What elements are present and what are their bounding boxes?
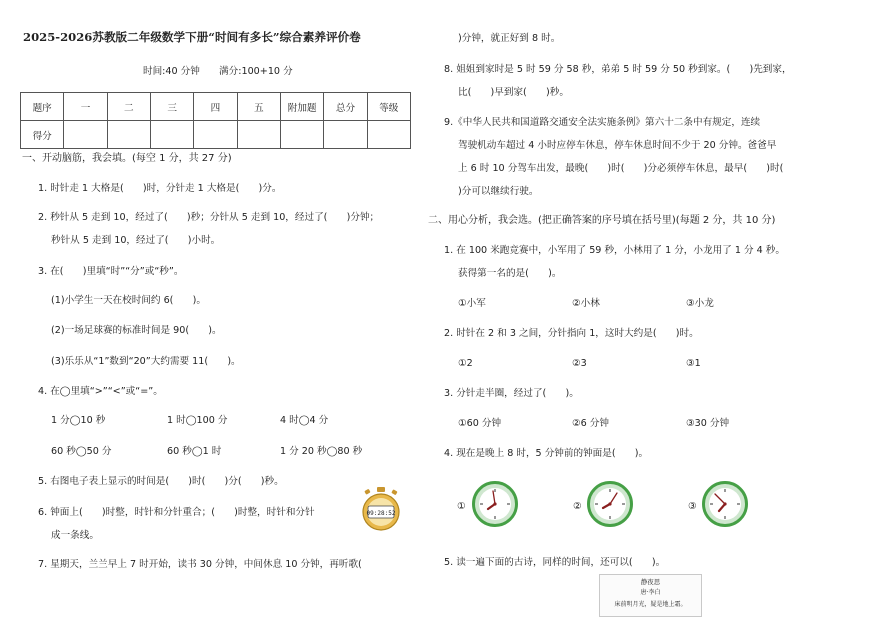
score-row-label: 得分 [21, 121, 64, 149]
score-table-header-row [21, 93, 411, 121]
score-table-header: 五 [237, 93, 280, 121]
question-2-1: 1. 在 100 米跑竞赛中，小军用了 59 秒，小林用了 1 分，小龙用了 1 分 4 秒。 [444, 245, 785, 256]
option[interactable]: ③1 [686, 358, 701, 369]
option[interactable]: ②6 分钟 [572, 418, 609, 429]
compare-item: 1 分◯10 秒 [51, 415, 106, 426]
score-table-header: 总分 [324, 93, 367, 121]
compare-item: 60 秒◯1 时 [167, 446, 222, 457]
timer-display: 09:28:52 [366, 510, 396, 517]
option-label[interactable]: ① [457, 501, 466, 512]
question-1-8: 8. 姐姐到家时是 5 时 59 分 58 秒，弟弟 5 时 59 分 50 秒到家。( )先到家， [444, 64, 792, 75]
question-1-4: 4. 在◯里填“>”“<”或“=”。 [38, 386, 163, 397]
question-1-9-line3: 上 6 时 10 分驾车出发，最晚( )时( )分必须停车休息，最早( )时( [458, 163, 784, 174]
score-cell[interactable] [324, 121, 367, 149]
compare-item: 1 分 20 秒◯80 秒 [280, 446, 363, 457]
question-1-8-cont: 比( )早到家( )秒。 [458, 87, 569, 98]
option[interactable]: ②3 [572, 358, 587, 369]
question-1-5: 5. 右图电子表上显示的时间是( )时( )分( )秒。 [38, 476, 284, 487]
poem-author: 唐·李白 [640, 589, 661, 596]
score-table-row [21, 121, 411, 149]
poem-title: 静夜思 [640, 578, 661, 586]
question-1-3: 3. 在( )里填“时”“分”或“秒”。 [38, 266, 184, 277]
option-label[interactable]: ③ [688, 501, 697, 512]
option[interactable]: ①60 分钟 [458, 418, 502, 429]
option[interactable]: ①2 [458, 358, 473, 369]
question-2-4: 4. 现在是晚上 8 时，5 分钟前的钟面是( )。 [444, 448, 649, 459]
question-1-2: 2. 秒针从 5 走到 10，经过了( )秒；分针从 5 走到 10，经过了( )分钟； [38, 212, 380, 223]
clock-face-icon[interactable] [702, 481, 748, 527]
score-table [20, 92, 411, 149]
score-cell[interactable] [107, 121, 150, 149]
question-1-6: 6. 钟面上( )时整，时针和分针重合；( )时整，时针和分针 [38, 507, 315, 518]
score-table-header: 一 [64, 93, 107, 121]
score-cell[interactable] [150, 121, 193, 149]
question-2-2: 2. 时针在 2 和 3 之间，分针指向 1，这时大约是( )时。 [444, 328, 699, 339]
question-2-1-cont: 获得第一名的是( )。 [458, 268, 562, 279]
section1-heading: 一、开动脑筋，我会填。(每空 1 分，共 27 分) [22, 153, 232, 164]
question-1-2-cont: 秒针从 5 走到 10，经过了( )小时。 [51, 235, 221, 246]
compare-item: 60 秒◯50 分 [51, 446, 112, 457]
question-1-9-line4: )分可以继续行驶。 [458, 186, 539, 197]
question-1-7: 7. 星期天，兰兰早上 7 时开始，读书 30 分钟，中间休息 10 分钟，再听歌( [38, 559, 362, 570]
score-cell[interactable] [280, 121, 323, 149]
score-cell[interactable] [237, 121, 280, 149]
question-1-7-cont: )分钟，就正好到 8 时。 [458, 33, 561, 44]
poem-line: 床前明月光，疑是地上霜。 [614, 601, 687, 608]
score-table-header: 题序 [21, 93, 64, 121]
option[interactable]: ③小龙 [686, 298, 714, 309]
score-cell[interactable] [367, 121, 410, 149]
page-title: 2025-2026苏教版二年级数学下册“时间有多长”综合素养评价卷 [23, 30, 361, 44]
score-table-header: 四 [194, 93, 237, 121]
question-1-6-cont: 成一条线。 [51, 530, 99, 541]
option[interactable]: ③30 分钟 [686, 418, 730, 429]
score-table-header: 二 [107, 93, 150, 121]
question-1-9-line2: 驾驶机动车超过 4 小时应停车休息，停车休息时间不少于 20 分钟。爸爸早 [458, 140, 777, 151]
score-cell[interactable] [194, 121, 237, 149]
score-cell[interactable] [64, 121, 107, 149]
section2-heading: 二、用心分析，我会选。(把正确答案的序号填在括号里)(每题 2 分，共 10 分) [428, 215, 776, 226]
score-table-header: 等级 [367, 93, 410, 121]
option[interactable]: ①小军 [458, 298, 486, 309]
question-1-3-1: (1)小学生一天在校时间约 6( )。 [51, 295, 206, 306]
option-label[interactable]: ② [573, 501, 582, 512]
question-2-3: 3. 分针走半圈，经过了( )。 [444, 388, 579, 399]
option[interactable]: ②小林 [572, 298, 600, 309]
digital-timer-icon [361, 487, 401, 531]
question-1-1: 1. 时针走 1 大格是( )时，分针走 1 大格是( )分。 [38, 183, 282, 194]
question-2-5: 5. 读一遍下面的古诗，同样的时间，还可以( )。 [444, 557, 666, 568]
clock-face-icon[interactable] [587, 481, 633, 527]
question-1-3-2: (2)一场足球赛的标准时间是 90( )。 [51, 325, 222, 336]
compare-item: 1 时◯100 分 [167, 415, 228, 426]
score-table-header: 三 [150, 93, 193, 121]
question-1-3-3: (3)乐乐从“1”数到“20”大约需要 11( )。 [51, 356, 241, 367]
compare-item: 4 时◯4 分 [280, 415, 329, 426]
exam-meta: 时间:40 分钟 满分:100+10 分 [143, 66, 293, 77]
score-table-header: 附加题 [280, 93, 323, 121]
question-1-9: 9.《中华人民共和国道路交通安全法实施条例》第六十二条中有规定，连续 [444, 117, 761, 128]
clock-face-icon[interactable] [472, 481, 518, 527]
poem-card [599, 574, 702, 617]
